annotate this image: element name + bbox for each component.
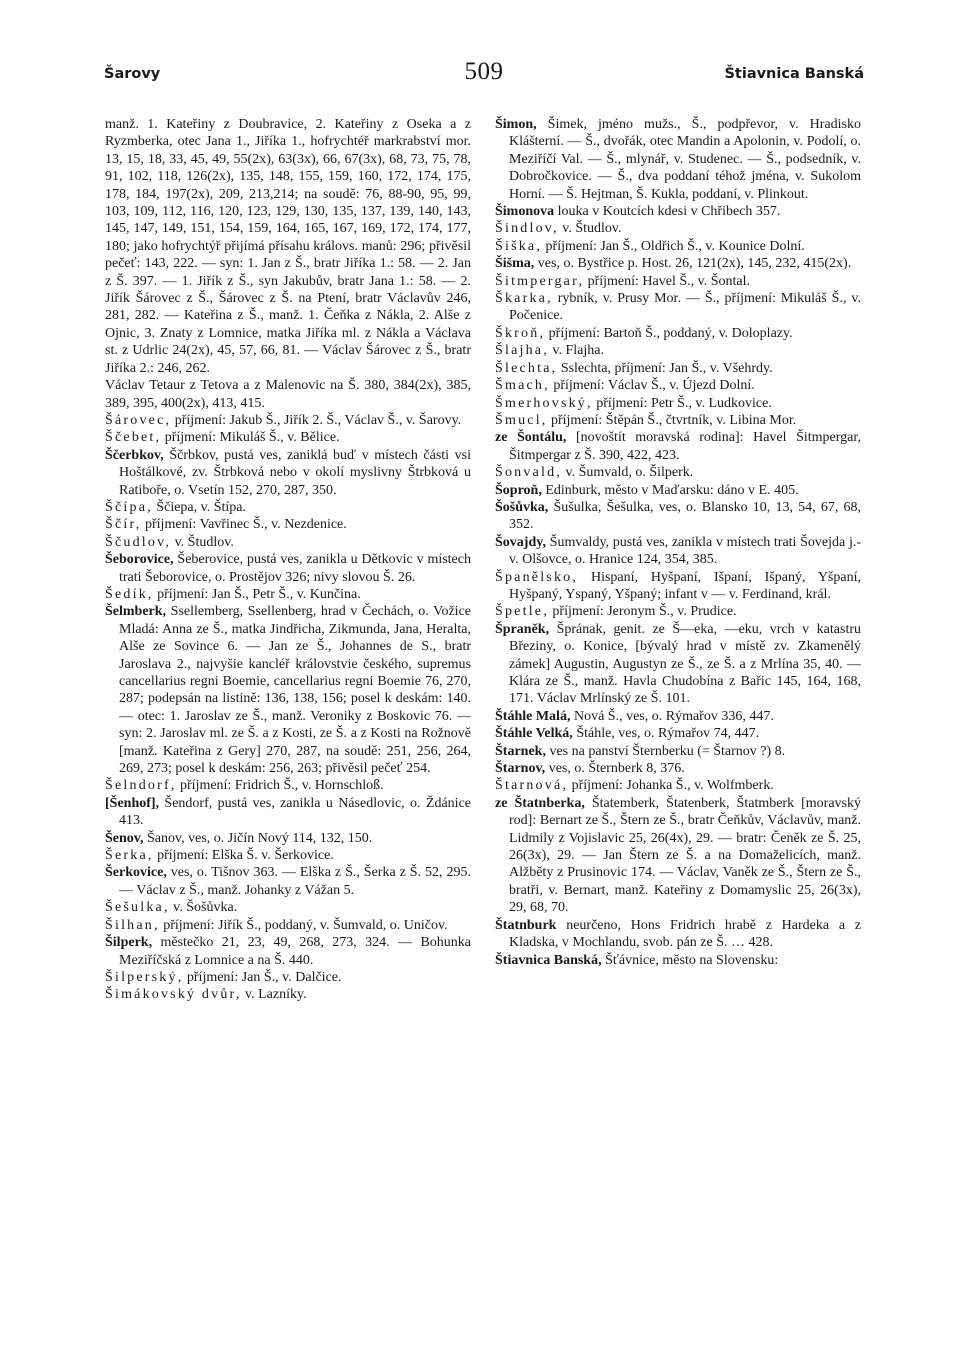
entry-headword: Šmach, [495, 378, 550, 394]
dictionary-entry [495, 482, 861, 499]
entry-text: příjmení: Johanka Š., v. Wolfmberk. [568, 778, 774, 794]
dictionary-entry [105, 534, 471, 551]
entry-headword: Šlechta, [495, 360, 558, 376]
entry-text: Edinburk, město v Maďarsku: dáno v E. 405. [541, 482, 799, 498]
entry-text: Šťávnice, město na Slovensku: [601, 952, 779, 968]
entry-headword: Ščebet, [105, 430, 162, 446]
right-column [495, 116, 861, 969]
entry-headword: Ščípa, [105, 499, 153, 515]
dictionary-entry [105, 551, 471, 586]
entry-text: příjmení: Mikuláš Š., v. Bělice. [161, 430, 340, 446]
entry-headword: ze Štatnberka, [495, 795, 585, 811]
entry-text: v. Študlov. [558, 221, 622, 237]
entry-text: Šimek, jméno mužs., Š., podpřevor, v. Hradisko Klášterní. — Š., dvořák, otec Mandin a Apolonin, v. Podolí, o. Meziříčí Val. — Š., mlynář, v. Studenec. — Š., podsedník, v. Dobročkovice. — Š., dva poddaní téhož jména, v. Sukolom Horní. — Š. Hejtman, Š. Kukla, poddaní, v. Plinkout. [509, 117, 861, 202]
entry-headword: Štarnová, [495, 778, 569, 794]
entry-text: Ssellemberg, Ssellenberg, hrad v Čechách, o. Vožice Mladá: Anna ze Š., matka Jindřicha, Zikmunda, Jana, Heralta, Alše ze Sovince 6. — Jan ze Š., Johannes de S., bratr Jaroslava 2., najvyšie kancléř královstvie českého, supremus cancellarius regni Boemie, cancellarius regni Boemie 76, 270, 287; podepsán na listině: 136, 138, 156; posel k deskám: 140. — otec: 1. Jaroslav ze Š., manž. Veroniky z Boskovic 76. — syn: 2. Jaroslav ml. ze Š. a z Kosti, ze Š. a z Kosti na Rožnově [manž. Kateřina z Gery] 270, 287, na soudě: 251, 256, 264, 269, 273; posel k deskám: 256, 263; přivěsil pečeť 254. [119, 604, 471, 777]
entry-text: Šeberovice, pustá ves, zanikla u Dětkovic v místech trati Šeborovice, o. Prostějov 326; nivy slovou Š. 26. [119, 552, 471, 585]
dictionary-entry [495, 377, 861, 394]
entry-text: příjmení: Jan Š., Petr Š., v. Kunčina. [153, 586, 361, 602]
entry-text: ves na panství Šternberku (= Štarnov ?) 8. [545, 743, 786, 759]
entry-headword: Šlajha, [495, 343, 549, 359]
entry-headword: Šimákovský dvůr, [105, 987, 242, 1003]
entry-text: Štatemberk, Štatenberk, Štatmberk [moravský rod]: Bernart ze Š., Štern ze Š., bratr Čeňkův, Václavův, manž. Lidmily z Vojislavic 25, 26(4x), 29. — bratr: Čeněk ze Š. 25, 26(3x), 29. — Jan Štern ze Š. a na Domaželicích, manž. Alžběty z Prusinovic 174. — Václav, Vaněk ze Š., Štern ze Š., bratři, v. Bernart, manž. Kateřiny z Domamyslic 25, 26(3x), 29, 68, 70. [509, 795, 861, 916]
entry-text: Šanov, ves, o. Jičín Nový 114, 132, 150. [143, 830, 373, 846]
entry-headword: Štáhle Velká, [495, 726, 573, 742]
entry-headword: Šelmberk, [105, 604, 167, 620]
dictionary-entry [495, 203, 861, 220]
entry-text: Hispaní, Hyšpaní, Išpaní, Išpaný, Yšpaní, Hyšpaný, Yspaný, Yšpaný; infant v — v. Ferdinand, král. [509, 569, 861, 602]
dictionary-entry [495, 273, 861, 290]
entry-text: Šendorf, pustá ves, zanikla u Násedlovic, o. Ždánice 413. [119, 795, 471, 829]
dictionary-entry [495, 534, 861, 569]
dictionary-entry [105, 969, 471, 986]
dictionary-entry [495, 290, 861, 325]
entry-headword: Šimonova [495, 204, 555, 220]
entry-headword: Šerka, [105, 848, 154, 864]
entry-text: ves, o. Bystřice p. Host. 26, 121(2x), 145, 232, 415(2x). [534, 256, 852, 272]
dictionary-entry [105, 499, 471, 516]
dictionary-entry [105, 986, 471, 1003]
entry-headword: Šmerhovský, [495, 395, 593, 411]
dictionary-entry [495, 621, 861, 708]
entry-text: Ščrbkov, pustá ves, zaniklá buď v místech části vsi Hoštálkové, zv. Štrbková nebo v okolí myslivny Štrbková u Ratiboře, o. Vsetín 152, 270, 287, 350. [119, 447, 471, 498]
dictionary-entry [495, 795, 861, 917]
entry-text: příjmení: Bartoň Š., poddaný, v. Doloplazy. [545, 325, 793, 341]
dictionary-entry [105, 899, 471, 916]
dictionary-entry [495, 220, 861, 237]
entry-headword: Šitmpergar, [495, 273, 585, 289]
dictionary-entry [495, 708, 861, 725]
entry-text: v. Šumvald, o. Šilperk. [562, 465, 694, 481]
dictionary-entry [105, 516, 471, 533]
entry-headword: Štarnek, [495, 743, 546, 759]
dictionary-entry [105, 830, 471, 847]
entry-headword: Škarka, [495, 291, 553, 307]
dictionary-entry [105, 795, 471, 830]
entry-text: příjmení: Vavřinec Š., v. Nezdenice. [141, 517, 347, 533]
dictionary-entry [105, 917, 471, 934]
page-header [104, 58, 864, 92]
entry-headword: Šindlov, [495, 221, 559, 237]
entry-headword: Šerkovice, [105, 865, 167, 881]
entry-headword: [Šenhof], [105, 795, 160, 811]
entry-headword: Šenov, [105, 830, 144, 846]
running-head-left: Šarovy [104, 66, 161, 82]
dictionary-entry [495, 325, 861, 342]
entry-text: příjmení: Jakub Š., Jiřík 2. Š., Václav Š., v. Šarovy. [171, 412, 462, 428]
page-number: 509 [464, 58, 504, 85]
entry-headword: Škroň, [495, 325, 546, 341]
entry-headword: Ščerbkov, [105, 447, 164, 463]
dictionary-entry [495, 777, 861, 794]
entry-text: v. Šošůvka. [169, 900, 238, 916]
dictionary-entry [105, 847, 471, 864]
entry-headword: Šelndorf, [105, 778, 177, 794]
entry-text: příjmení: Petr Š., v. Ludkovice. [592, 395, 772, 411]
entry-text: příjmení: Jan Š., Oldřich Š., v. Kounice Dolní. [542, 238, 805, 254]
entry-headword: Španělsko, [495, 569, 579, 585]
entry-headword: Šovajdy, [495, 534, 546, 550]
dictionary-entry [495, 464, 861, 481]
entry-headword: Štiavnica Banská, [495, 952, 602, 968]
dictionary-entry [495, 238, 861, 255]
entry-headword: Šárovec, [105, 412, 172, 428]
entry-headword: Šošůvka, [495, 499, 549, 515]
dictionary-entry [495, 255, 861, 272]
entry-headword: Šeborovice, [105, 552, 174, 568]
entry-text: louka v Koutcích kdesi v Chřibech 357. [554, 204, 781, 220]
dictionary-entry [495, 360, 861, 377]
entry-text: příjmení: Václav Š., v. Újezd Dolní. [549, 378, 755, 394]
entry-text: příjmení: Jan Š., v. Dalčice. [183, 969, 342, 985]
entry-headword: Šilhan, [105, 917, 160, 933]
dictionary-entry [105, 864, 471, 899]
entry-text: Ščiepa, v. Štípa. [152, 499, 246, 515]
entry-headword: Šiška, [495, 238, 543, 254]
dictionary-entry [495, 412, 861, 429]
entry-text: manž. 1. Kateřiny z Doubravice, 2. Kateřiny z Oseka a z Ryzmberka, otec Jana 1., Jiříka 1., hofrychtéř markrabství mor. 13, 15, 18, 33, 45, 49, 55(2x), 63(3x), 66, 67(3x), 68, 73, 75, 78, 91, 102, 118, 126(2x), 135, 148, 155, 159, 160, 172, 174, 175, 178, 184, 197(2x), 209, 213,214; na soudě: 76, 88-90, 95, 99, 103, 109, 112, 116, 120, 123, 129, 130, 135, 137, 139, 140, 143, 145, 147, 149, 151, 154, 159, 164, 165, 167, 169, 172, 174, 177, 180; jako hofrychtýř přijímá přísahu královs. manů: 296; přivěsil pečeť: 143, 222. — syn: 1. Jan z Š., bratr Jiříka 1.: 58. — 2. Jan z Š. 397. — 1. Jiřík z Š., syn Jakubův, bratr Jana 1.: 58. — 2. Jiřík Šárovec z Š., Šárovec z Š. na Ptení, bratr Václavův 246, 281, 282. — Kateřina z Š., manž. 1. Čeňka z Nákla, 2. Alše z Ojnic, 3. Znaty z Lomnice, matka Jiříka ml. z Nákla a Václava st. z Udrlic 24(2x), 45, 57, 66, 81. — Václav Šárovec z Š., bratr Jiříka 2.: 246, 262. [105, 117, 471, 376]
dictionary-entry [495, 499, 861, 534]
entry-text: příjmení: Jiřík Š., poddaný, v. Šumvald, o. Uničov. [159, 917, 448, 933]
dictionary-entry [495, 395, 861, 412]
dictionary-entry [495, 760, 861, 777]
dictionary-entry [495, 743, 861, 760]
entry-text: v. Flajha. [548, 343, 604, 359]
entry-text: příjmení: Fridrich Š., v. Hornschloß. [176, 778, 384, 794]
entry-text: městečko 21, 23, 49, 268, 273, 324. — Bohunka Meziříčská z Lomnice a na Š. 440. [119, 935, 471, 968]
entry-text: ves, o. Tišnov 363. — Elška z Š., Šerka z Š. 52, 295. — Václav z Š., manž. Johanky z Vážan 5. [119, 865, 471, 898]
entry-text: neurčeno, Hons Fridrich hrabě z Hardeka a z Kladska, v Mochlandu, svob. pán ze Š. … 428. [509, 917, 861, 951]
dictionary-entry [105, 429, 471, 446]
entry-headword: Šilperk, [105, 935, 153, 951]
dictionary-entry [495, 603, 861, 620]
entry-text: Sslechta, příjmení: Jan Š., v. Všehrdy. [557, 360, 773, 376]
dictionary-entry [105, 116, 471, 377]
entry-headword: Šonvald, [495, 465, 562, 481]
dictionary-entry [495, 569, 861, 604]
entry-headword: Šmucl, [495, 412, 548, 428]
entry-text: Šušulka, Šešulka, ves, o. Blansko 10, 13, 54, 67, 68, 352. [509, 499, 861, 533]
entry-headword: Šišma, [495, 256, 535, 272]
entry-headword: Šešulka, [105, 900, 170, 916]
dictionary-entry [105, 934, 471, 969]
entry-headword: Šilperský, [105, 969, 184, 985]
entry-headword: Špraněk, [495, 621, 550, 637]
dictionary-entry [105, 603, 471, 777]
dictionary-entry [495, 429, 861, 464]
entry-headword: Šimon, [495, 117, 537, 132]
entry-text: Štáhle, ves, o. Rýmařov 74, 447. [572, 726, 760, 742]
entry-headword: Štáhle Malá, [495, 708, 571, 724]
dictionary-entry [495, 725, 861, 742]
dictionary-entry [105, 447, 471, 499]
entry-text: ves, o. Šternberk 8, 376. [545, 761, 685, 777]
entry-text: rybník, v. Prusy Mor. — Š., příjmení: Mikuláš Š., v. Počenice. [509, 291, 861, 324]
entry-text: Nová Š., ves, o. Rýmařov 336, 447. [570, 708, 774, 724]
entry-headword: Špetle, [495, 604, 549, 620]
entry-headword: Ščír, [105, 517, 142, 533]
dictionary-entry [105, 777, 471, 794]
entry-text: Václav Tetaur z Tetova a z Malenovic na Š. 380, 384(2x), 385, 389, 395, 400(2x), 413, 415. [105, 378, 471, 411]
entry-text: příjmení: Štěpán Š., čtvrtník, v. Libina Mor. [547, 412, 797, 428]
running-head-right: Štiavnica Banská [724, 66, 864, 82]
dictionary-entry [495, 116, 861, 203]
entry-headword: Ščudlov, [105, 534, 172, 550]
entry-text: Šprának, genit. ze Š—eka, —eku, vrch v katastru Březiny, o. Konice, [bývalý hrad v místě zv. Zkamenělý zámek] Augustin, Augustyn ze Š., ze Š. a z Mrlína 35, 40. — Klára ze Š., manž. Havla Chudobína z Bařic 145, 164, 168, 171. Václav Mrlínský ze Š. 101. [509, 621, 861, 707]
entry-headword: Štatnburk [495, 917, 557, 933]
dictionary-entry [495, 342, 861, 359]
entry-text: [novoštít moravská rodina]: Havel Šitmpergar, Šitmpergar z Š. 390, 422, 423. [509, 430, 861, 463]
entry-headword: Štarnov, [495, 761, 546, 777]
dictionary-entry [105, 586, 471, 603]
entry-text: příjmení: Elška Š. v. Šerkovice. [153, 848, 334, 864]
entry-text: příjmení: Havel Š., v. Šontal. [584, 273, 751, 289]
dictionary-entry [495, 917, 861, 952]
entry-headword: Šedík, [105, 586, 154, 602]
entry-text: v. Lazníky. [241, 987, 307, 1003]
entry-text: v. Študlov. [171, 534, 234, 550]
entry-headword: ze Šontálu, [495, 430, 567, 446]
entry-text: Šumvaldy, pustá ves, zanikla v místech trati Šovejda j.-v. Olšovce, o. Hranice 124, 354, 385. [509, 534, 861, 568]
left-column [105, 116, 471, 1004]
dictionary-entry [495, 952, 861, 969]
entry-headword: Šoproň, [495, 482, 542, 498]
entry-text: příjmení: Jeronym Š., v. Prudice. [548, 604, 737, 620]
dictionary-entry [105, 377, 471, 412]
dictionary-entry [105, 412, 471, 429]
